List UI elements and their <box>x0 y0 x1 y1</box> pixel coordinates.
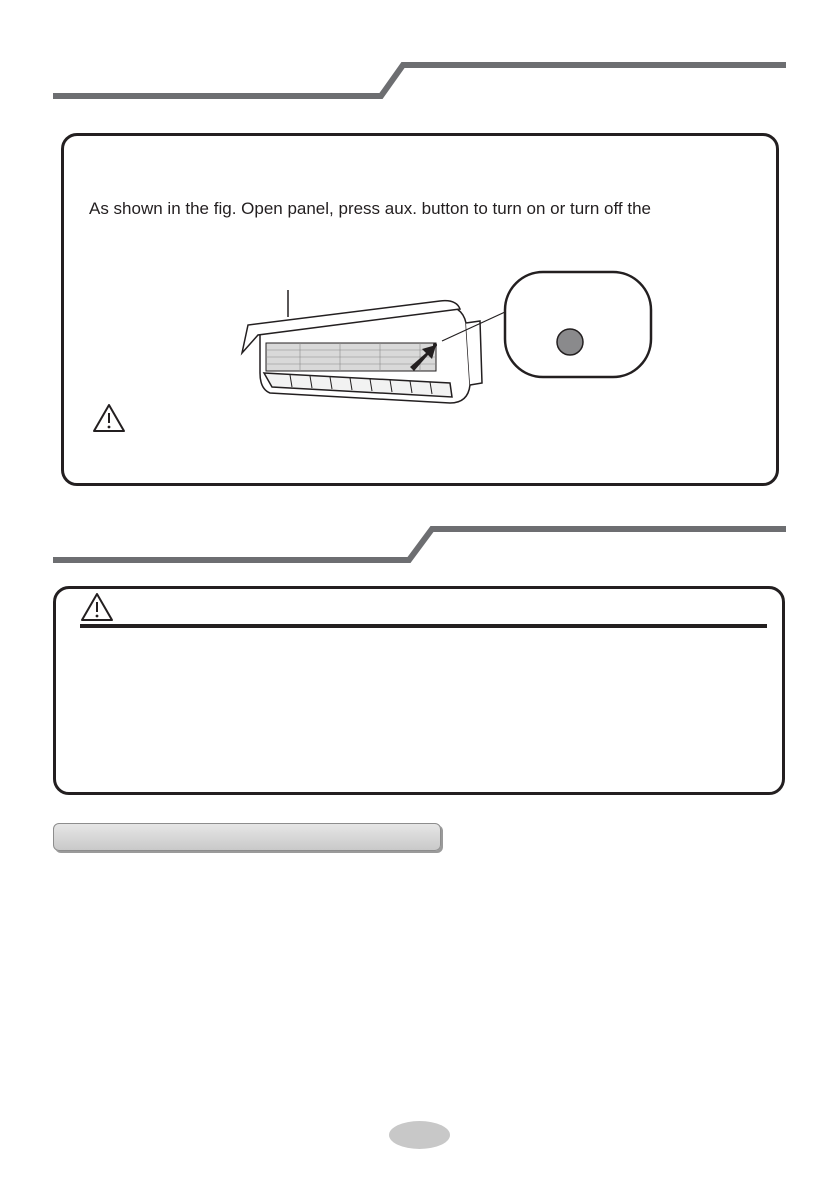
section-header-rule <box>0 58 839 103</box>
warning-triangle-icon <box>92 403 126 433</box>
section-header-top <box>0 58 839 103</box>
air-conditioner-indoor-unit-icon <box>242 301 482 403</box>
caution-divider <box>80 624 767 628</box>
aux-button-callout <box>505 272 651 377</box>
page-number-badge <box>389 1121 450 1149</box>
aux-instruction-text: As shown in the fig. Open panel, press aux. button to turn on or turn off the <box>89 199 651 218</box>
aux-button-location <box>433 343 437 347</box>
section-header-rule <box>0 521 839 566</box>
aux-button-icon <box>557 329 583 355</box>
subsection-heading-tab <box>53 823 441 851</box>
caution-panel <box>53 586 785 795</box>
air-conditioner-figure <box>230 265 660 415</box>
section-header-middle <box>0 521 839 566</box>
warning-triangle-icon <box>80 592 114 622</box>
